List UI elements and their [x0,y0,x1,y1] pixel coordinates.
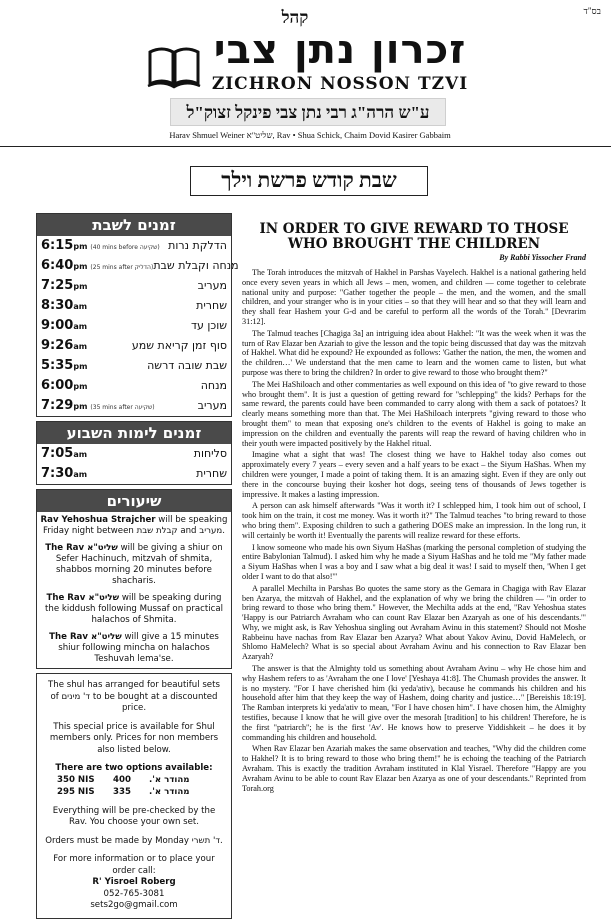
zman-time-suffix: pm [73,402,88,411]
zman-time-suffix: am [73,302,88,311]
zman-left [41,396,155,418]
article-paragraph: The Mei HaShiloach and other commentaries as well expound on this idea of "to give reward to those who brought them". It is just a question of getting reward for "schlepping" the kids? Perhaps for the same reward, the parents could have been commanded to carry along with them a sack of potatoes? It clearly means something more than that. The Mei HaShiloach interprets "giving reward to those who brought them" to mean that exposing one's children to the events of Hakhel is going to make an impression on the children and eventually the parents will reap the reward of having children who in their youth were impacted positively by the Hakhel ritual. [242,379,586,448]
zman-left [41,356,87,377]
shul-english-name: ZICHRON NOSSON TZVI [211,74,469,94]
staff-line: Harav Shmuel Weiner שליט"א, Rav • Shua Schick, Chaim Dovid Kasirer Gabbaim [169,130,451,140]
shiur-text: will be speaking Friday night between קבלת שבת and מעריב. [43,515,228,536]
zman-time-value: 9:00 [41,318,74,333]
zman-row [37,276,231,296]
zman-left [41,376,87,397]
zman-time [41,464,87,485]
zman-time [41,444,87,465]
zman-time-value: 6:00 [41,378,74,393]
article-paragraph: When Rav Elazar ben Azariah makes the same observation and teaches, "Why did the children come to Hakhel? It is to bring reward to those who bring them!" he is echoing the teaching of the Patriarch Avraham. This is exactly the tradition Avraham instituted in Klal Yisrael. Therefore "Happy are you Avraham Avinu to be able to count Rav Elazar ben Azarya as one of your descendants." Reprinted from Torah.org [242,744,586,793]
zmanim-week-box [36,421,232,485]
contact-name: R' Yisroel Roberg [92,877,176,887]
left-column [36,213,239,919]
article-paragraph: A parallel Mechilta in Parshas Bo quotes the same story as the Gemara in Chagiga with Rav Elazar ben Azarya, the mitzvah of Hakhel, and the explanation of why we bring the children — "in order to bring reward to those who bring them." However, the Mechilta adds at the end, "Rav Yehoshua states 'Happy is our Patriarch Avraham who can count Rav Elazar ben Azaryah as one of his descendants.'" Why, we might ask, is Rav Yehoshua singling out Avraham Avinu in this statement? Should not Moshe Rabbeinu have nachas from Rav Elazar ben Azarya? What about Yakov Avinu, Dovid HaMelech, or Shlomo HaMelech? What is so special about Avraham Avinu and his connection to Rav Elazar ben Azaryah? [242,583,586,662]
zman-time-value: 8:30 [41,298,74,313]
shiur-item [37,540,231,590]
shiur-speaker: Rav Yehoshua Strajcher [40,515,156,525]
shiur-speaker: The Rav שליט"א [46,593,120,603]
price-grade: מהודר א'. [149,774,190,785]
price-nonmember: 295 NIS [57,787,95,797]
shiur-text: will be speaking during the kiddush following Mussaf on practical halachos of Shmita. [45,593,223,625]
zman-left [41,256,153,278]
article-paragraph: A person can ask himself afterwards "Was it worth it? I schlepped him, I took him out of school, I took him on the train, it cost me money. Was it worth it?" The Talmud teaches "to bring reward to those who bring them". Exposing children to such a gathering DOES make an impression. In the long run, it will certainly be worth it! Eventually the parents will realize reward for these efforts. [242,501,586,540]
zman-row [37,296,231,316]
zman-label: מנחה [200,379,227,392]
zman-time [41,276,87,297]
zman-time [41,396,87,417]
zman-row [37,316,231,336]
zman-row [37,396,231,416]
zman-time-value: 7:29 [41,398,74,413]
zman-row [37,444,231,464]
price-table [43,775,225,799]
article-paragraph: I know someone who made his own Siyum HaShas (marking the personal completion of studying the entire Babylonian Talmud). I asked him why he made a Siyum HaShas and he told me "My father made a Siyum HaShas when I was a boy and I saw what a big deal it was! I said to myself then, 'When I get older I want to do that also!'" [242,542,586,581]
zman-left [41,236,160,258]
zman-time [41,336,87,357]
zmanim-shabbos-box [36,213,239,417]
article [242,222,586,795]
zman-left [41,336,87,357]
zman-time-value: 6:15 [41,238,74,253]
zman-time-value: 5:35 [41,358,74,373]
zman-time-suffix: am [73,342,88,351]
zman-time-value: 9:26 [41,338,74,353]
kehal-label: קהל [281,8,309,27]
zman-label: שבת שובה דרשה [147,359,227,372]
header-divider [0,146,611,147]
notice-options-heading: There are two options available: [55,763,213,773]
shiur-item [37,590,231,629]
contact-phone[interactable]: 052-765-3081 [103,888,165,899]
zman-time [41,356,87,377]
zman-label: סוף זמן קריאת שמע [131,339,227,352]
zman-time-suffix: pm [73,242,88,251]
zman-row [37,376,231,396]
zman-time-suffix: pm [73,262,88,271]
zman-time [41,316,87,337]
zmanim-shabbos-list [37,236,239,416]
shiurim-box [36,489,232,669]
article-paragraph: The Talmud teaches [Chagiga 3a] an intriguing idea about Hakhel: "It was the week when it was the turn of Rav Elazar ben Azariah to give the lesson and the topic being discussed that day was the mitzvah of Hakhel. What did he expound? He expounded as follows: 'Gather the nation, the men, the women and the children…' We understand that the men came to learn and the women came to listen, but what purpose was there to bring the children? In order to give reward to those who brought them?" [242,328,586,377]
zmanim-week-heading: זמנים לימות השבוע [37,422,231,444]
zman-label: שוכן עד [191,319,227,332]
zman-time [41,376,87,397]
zman-label: מעריב [197,279,227,292]
zman-label: הדלקת נרות [168,239,227,252]
open-book-icon [146,40,202,90]
zman-label: סליחות [193,447,227,460]
parsha-title: שבת קודש פרשת וילך [190,166,428,196]
zmanim-week-list [37,444,231,484]
notice-checked: Everything will be pre-checked by the Rav. You choose your own set. [52,805,216,827]
zman-label: שחרית [196,299,227,312]
zman-time-value: 7:05 [41,446,74,461]
price-member: 400 [113,774,131,785]
zman-time-suffix: pm [73,382,88,391]
zman-label: מעריב [197,399,227,412]
notice-special: This special price is available for Shul members only. Prices for non members also listed below. [49,721,219,755]
article-paragraph: Imagine what a sight that was! The closest thing we have to Hakhel today also comes out approximately every 7 years – every seven and a half years to be exact – the Siyum HaShas. When my children were younger, I made a point of taking them. It is an amazing sight. Even if they are only out there in the concourse buying their kosher hot dogs, seeing tens of thousands of Jews together is impressive. It makes a lasting impression. [242,450,586,499]
price-nonmember: 350 NIS [57,774,95,785]
zman-left [41,296,87,317]
zman-row [37,336,231,356]
article-paragraph: The Torah introduces the mitzvah of Hakhel in Parshas Vayelech. Hakhel is a national gathering held once every seven years in which all Jews – men, women, and children — come together to celebrate national unity and purpose: "Gather together the people – the men, and the women, and the small children, and your stranger who is in your cities – so that they will hear and so that they will learn and they shall fear Hashem your G-d and be careful to perform all the words of the Torah." [Devrarim 31:12]. [242,268,586,326]
shiur-speaker: The Rav שליט"א [45,543,118,553]
shiur-text: will give a 15 minutes shiur following mincha on halachos Teshuvah lema'se. [58,632,219,664]
shiur-item [37,629,231,668]
zman-left [41,316,87,337]
zman-time-value: 7:30 [41,466,74,481]
dedication-banner: ע"ש הרה"ג רבי נתן צבי פינקל זצוק"ל [170,98,446,126]
daled-minim-notice [36,673,232,919]
shul-hebrew-name: זכרון נתן צבי [213,27,467,73]
article-author: By Rabbi Yissocher Frand [499,253,586,262]
zman-note: (35 mins after שקיעה) [90,404,155,411]
zman-time [41,236,87,257]
zman-note: (40 mins before שקיעה) [90,244,160,251]
zman-row [37,236,231,256]
zman-label: מנחה וקבלת שבת [153,259,239,272]
zman-time-suffix: am [73,450,88,459]
shiur-text: will be giving a shiur on Sefer Hachinuch, mitzvah of shmita, shabbos morning 20 minutes before shacharis. [55,543,223,586]
zman-label: שחרית [196,467,227,480]
article-body [242,268,586,793]
zman-left [41,276,87,297]
zman-row [37,256,239,276]
article-title: IN ORDER TO GIVE REWARD TO THOSE WHO BROUGHT THE CHILDREN [259,221,569,252]
zman-row [37,356,231,376]
zmanim-shabbos-heading: זמנים לשבת [37,214,231,236]
shiur-speaker: The Rav שליט"א [49,632,122,642]
price-member: 335 [113,787,131,797]
bsd-mark: בס"ד [583,6,601,16]
notice-deadline: Orders must be made by Monday ד' תשרי. [45,835,223,846]
article-paragraph: The answer is that the Almighty told us something about Avraham Avinu – why He chose him and why Hashem refers to as 'Avraham the one I love' [Yeshaya 41:8]. The Chumash provides the answer. It is no mystery. "For I have cherished him (ki yeda'ativ), because he commands his children and his household after him that they keep the way of Hashem, doing charity and justice…" [Bereishis 18:19]. The Ramban interprets ki yeda'ativ to mean, "For I have chosen him". I have chosen him, the Almighty testifies, because I know that he will give over the mesorah [tradition] to his children! Therefore, he is the first "patriarch"; he is the first 'Av'. He knows how to preserve Yiddishkeit – he does it by commanding his children and household. [242,664,586,742]
zman-time-value: 7:25 [41,278,74,293]
zman-time [41,296,87,317]
notice-intro: The shul has arranged for beautiful sets of ד' מינים to be bought at a discounted price. [48,680,220,713]
notice-contact-intro: For more information or to place your order call: [53,854,215,876]
zman-row [37,464,231,484]
contact-email[interactable]: sets2go@gmail.com [90,900,178,910]
zman-time-suffix: pm [73,362,88,371]
zman-note: (25 mins after הדליק) [90,264,154,271]
zman-time-value: 6:40 [41,258,74,273]
shiurim-heading: שיעורים [37,490,231,512]
zman-time [41,256,87,277]
shiurim-list [37,512,231,668]
zman-time-suffix: am [73,322,88,331]
shiur-item [37,512,231,540]
price-grade: מהודר א'. [149,787,190,797]
zman-time-suffix: am [73,470,88,479]
zman-time-suffix: pm [73,282,88,291]
